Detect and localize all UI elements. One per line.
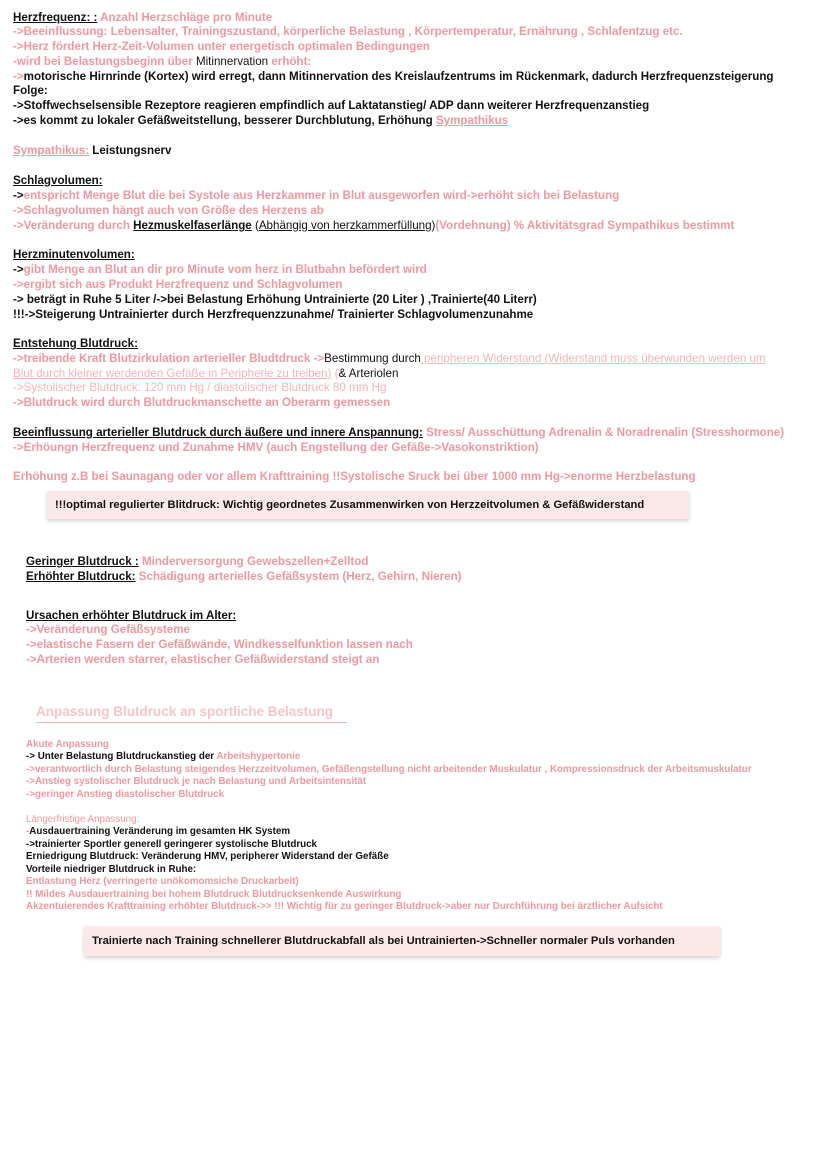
herzfrequenz-line: ->Herz fördert Herz-Zeit-Volumen unter energetisch optimalen Bedingungen (13, 40, 430, 53)
text-span: ( (331, 367, 339, 380)
hmv-line (13, 263, 820, 278)
text-span: peripheren Widerstand (Widerstand muss überwunden werden um (420, 352, 766, 365)
schlagvolumen-title: Schlagvolumen: (13, 174, 103, 187)
ursachen-line: ->Arterien werden starrer, elastischer Gefäßwiderstand steigt an (26, 653, 380, 666)
text-span: Blut durch kleiner werdenden Gefäße in Peripherie zu treiben) (13, 367, 332, 380)
text-span: ->treibende Kraft Blutzirkulation arterieller Bludtdruck -> (13, 352, 325, 365)
text-span: & Arteriolen (338, 367, 399, 380)
text-span: ->Veränderung durch (13, 219, 134, 232)
highlight-text: Trainierte nach Training schnellerer Blutdruckabfall als bei Untrainierten->Schneller normaler Puls vorhanden (92, 935, 675, 947)
herzfrequenz-line (13, 114, 820, 129)
beeinflussung-title: Beeinflussung arterieller Blutdruck durch äußere und innere Anspannung: (13, 426, 423, 439)
akut-line: ->verantwortlich durch Belastung steigendes Herzzeitvolumen, Gefäßengstellung nicht arbeitender Muskulatur , Kompressionsdruck der Arbeitsmuskulatur (26, 764, 752, 775)
lang-line: Erniedrigung Blutdruck: Veränderung HMV, peripherer Widerstand der Gefäße (26, 851, 389, 862)
lang-line: Akzentuierendes Krafttraining erhöhter Blutdruck->> !!! Wichtig für zu geringer Blutdruck->aber nur Durchführung bei ärztlicher Aufsicht (26, 901, 663, 912)
lang-line: ->trainierter Sportler generell geringerer systolische Blutdruck (26, 839, 318, 850)
text-span: ) (431, 219, 436, 232)
text-span: -> (13, 263, 24, 276)
text-span: Sympathikus (435, 114, 509, 127)
highlight-text: !!!optimal regulierter Blitdruck: Wichtig geordnetes Zusammenwirken von Herzzeitvolumen & Gefäßwiderstand (55, 499, 645, 511)
text-span: -> (13, 189, 24, 202)
herzfrequenz-line: ->Stoffwechselsensible Rezeptore reagieren empfindlich auf Laktatanstieg/ ADP dann weiterer Herzfrequenzanstieg (13, 99, 650, 112)
akut-line (26, 751, 820, 763)
highlight-box (84, 926, 720, 956)
schlagvolumen-line (13, 219, 820, 234)
text-span: gibt Menge an Blut an dir pro Minute vom herz in Blutbahn befördert wird (23, 263, 427, 276)
entstehung-line (13, 367, 820, 382)
text-span: Ausdauertraining Veränderung im gesamten HK System (29, 826, 291, 837)
text-span: Schädigung arterielles Gefäßsystem (Herz, Gehirn, Nieren) (135, 570, 462, 583)
entstehung-title: Entstehung Blutdruck: (13, 337, 138, 350)
ursachen-line: ->elastische Fasern der Gefäßwände, Windkesselfunktion lassen nach (26, 638, 413, 651)
anpassung-heading: Anpassung Blutdruck an sportliche Belastung (36, 704, 347, 723)
text-span: ->es kommt zu lokaler Gefäßweitstellung, besserer Durchblutung, Erhöhung (13, 114, 436, 127)
text-span: ( (251, 219, 259, 232)
text-span: Stress/ Ausschüttung Adrenalin & Noradrenalin (Stresshormone) (422, 426, 785, 439)
text-span: Geringer Blutdruck : (26, 555, 139, 568)
text-span: -> (13, 70, 24, 83)
sympathikus-term: Sympathikus: (13, 144, 90, 157)
text-span: - (26, 826, 30, 837)
erhoehung-line: Erhöhung z.B bei Saunagang oder vor allem Krafttraining !!Systolische Sruck bei über 1000 mm Hg->enorme Herzbelastung (13, 470, 696, 483)
text-span: Erhöhter Blutdruck: (26, 570, 136, 583)
hmv-title: Herzminutenvolumen: (13, 248, 135, 261)
erhoehter-line (26, 570, 820, 585)
herzfrequenz-line (13, 55, 820, 70)
entstehung-line: ->Systolischer Blutdruck: 120 mm Hg / diastolischer Blutdruck 80 mm Hg (13, 381, 387, 394)
akut-line: ->Anstieg systolischer Blutdruck je nach Belastung und Arbeitsintensität (26, 776, 367, 787)
ursachen-line: ->Veränderung Gefäßsysteme (26, 623, 190, 636)
hmv-line: !!!->Steigerung Untrainierter durch Herzfrequenzzunahme/ Trainierter Schlagvolumenzunahme (13, 308, 534, 321)
herzfrequenz-def: Anzahl Herzschläge pro Minute (97, 11, 273, 24)
text-span: Hezmuskelfaserlänge (133, 219, 252, 232)
lang-line: !! Mildes Ausdauertraining bei hohem Blutdruck Blutdrucksenkende Auswirkung (26, 889, 402, 900)
text-span: Minderversorgung Gewebszellen+Zelltod (138, 555, 369, 568)
beeinflussung-line (13, 426, 820, 441)
lang-line (26, 826, 820, 838)
text-span: Arbeitshypertonie (216, 751, 301, 762)
text-span: Bestimmung durch (324, 352, 421, 365)
hmv-line: ->ergibt sich aus Produkt Herzfrequenz und Schlagvolumen (13, 278, 343, 291)
sympathikus-line (13, 144, 820, 159)
text-span: -wird bei Belastungsbeginn über (13, 55, 196, 68)
entstehung-line: ->Blutdruck wird durch Blutdruckmanschette an Oberarm gemessen (13, 396, 391, 409)
highlight-box (47, 491, 689, 519)
geringer-line (26, 555, 820, 570)
herzfrequenz-line (13, 70, 820, 85)
herzfrequenz-line: Folge: (13, 84, 48, 97)
text-span: (Vordehnung) % Aktivitätsgrad Sympathikus bestimmt (435, 219, 735, 232)
sympathikus-def: Leistungsnerv (89, 144, 172, 157)
lang-title: Längerfristige Anpassung: (26, 814, 140, 825)
ursachen-title: Ursachen erhöhter Blutdruck im Alter: (26, 609, 237, 622)
entstehung-line (13, 352, 820, 367)
lang-line: Entlastung Herz (verringerte unökomomsiche Druckarbeit) (26, 876, 299, 887)
lang-line: Vorteile niedriger Blutdruck in Ruhe: (26, 864, 197, 875)
text-span: Abhängig von herzkammerfüllung (258, 219, 432, 232)
text-span: motorische Hirnrinde (Kortex) wird erregt, dann Mitinnervation des Kreislaufzentrums im Rückenmark, dadurch Herzfrequenzsteigerung (23, 70, 774, 83)
herzfrequenz-title-line (13, 11, 820, 26)
text-span: erhöht: (268, 55, 312, 68)
akut-line: ->geringer Anstieg diastolischer Blutdruck (26, 789, 225, 800)
beeinflussung-line: ->Erhöungn Herzfrequenz und Zunahme HMV (auch Engstellung der Gefäße->Vasokonstriktion) (13, 441, 539, 454)
text-span: entspricht Menge Blut die bei Systole aus Herzkammer in Blut ausgeworfen wird->erhöht sich bei Belastung (23, 189, 620, 202)
text-span: -> Unter Belastung Blutdruckanstieg der (26, 751, 217, 762)
schlagvolumen-line (13, 189, 820, 204)
herzfrequenz-line: ->Beeinflussung: Lebensalter, Trainingszustand, körperliche Belastung , Körpertemperatur, Ernährung , Schlafentzug etc. (13, 25, 683, 38)
text-span: Mitinnervation (195, 55, 269, 68)
herzfrequenz-title: Herzfrequenz: : (13, 11, 98, 24)
akut-title: Akute Anpassung (26, 739, 109, 750)
hmv-line: -> beträgt in Ruhe 5 Liter /->bei Belastung Erhöhung Untrainierte (20 Liter ) ,Trainierte(40 Literr) (13, 293, 537, 306)
schlagvolumen-line: ->Schlagvolumen hängt auch von Größe des Herzens ab (13, 204, 324, 217)
